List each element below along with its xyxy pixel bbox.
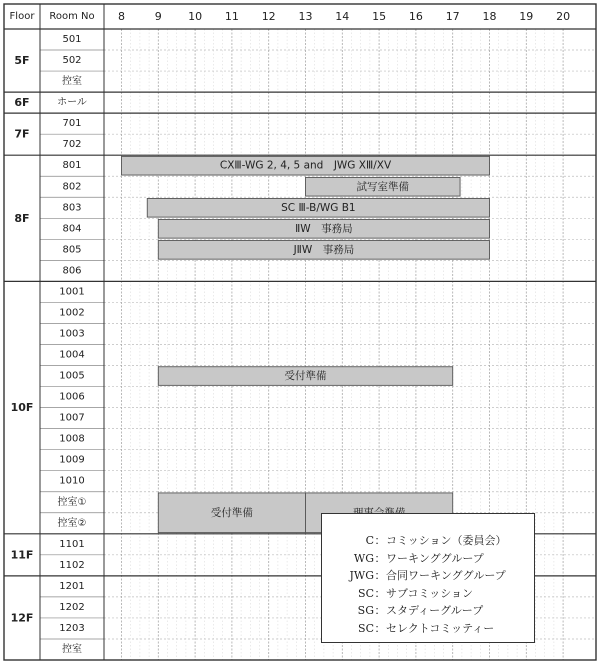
hour-header: 12 xyxy=(261,10,276,23)
legend-entry xyxy=(330,585,534,603)
legend-separator: ： xyxy=(374,569,386,582)
room-label: 702 xyxy=(62,139,82,151)
legend-abbreviation: WG xyxy=(353,551,374,565)
room-label: 控室① xyxy=(57,496,87,508)
room-label: 控室 xyxy=(62,643,82,655)
booking-label: 受付準備 xyxy=(284,370,327,383)
booking-label: SC Ⅲ-B/WG B1 xyxy=(281,201,356,214)
room-label: 1102 xyxy=(59,559,85,571)
room-label: 1004 xyxy=(59,349,85,361)
booking-label: JⅡW 事務局 xyxy=(293,243,355,256)
legend-meaning: サブコミッション xyxy=(386,586,474,600)
room-label: 1202 xyxy=(59,601,85,613)
legend-abbreviation: SC xyxy=(358,586,374,600)
room-label: 1007 xyxy=(59,412,85,424)
legend-entry xyxy=(330,602,534,620)
room-label: 701 xyxy=(62,118,82,130)
room-label: 1203 xyxy=(59,622,85,634)
booking-label: 試写室準備 xyxy=(356,180,410,193)
hour-header: 11 xyxy=(224,10,239,23)
room-label: 501 xyxy=(62,34,82,46)
legend-entry xyxy=(330,550,534,568)
floor-label: 12F xyxy=(10,611,34,625)
legend-meaning: スタディーグループ xyxy=(386,604,484,617)
room-label: 805 xyxy=(62,244,82,256)
room-label: 502 xyxy=(62,55,82,67)
room-label: 1101 xyxy=(59,538,85,550)
room-label: 1005 xyxy=(59,370,85,382)
floor-label: 6F xyxy=(14,96,30,110)
floor-column-header: Floor xyxy=(9,11,35,22)
room-label: 1001 xyxy=(59,286,85,298)
legend-separator: ： xyxy=(374,604,386,617)
legend-separator: ： xyxy=(374,534,386,547)
hour-header: 19 xyxy=(519,10,534,23)
floor-label: 11F xyxy=(10,548,34,562)
room-label: 803 xyxy=(62,202,82,214)
legend-separator: ： xyxy=(374,551,386,565)
room-label: 802 xyxy=(62,181,82,193)
legend-abbreviation: C xyxy=(365,534,374,547)
legend-abbreviation: SC xyxy=(358,621,374,635)
room-label: 806 xyxy=(62,265,82,277)
legend-entry xyxy=(330,620,534,638)
room-label: 1003 xyxy=(59,328,85,340)
hour-header: 15 xyxy=(372,10,387,23)
floor-label: 7F xyxy=(14,127,30,141)
room-label: ホール xyxy=(57,97,87,109)
room-label: 1008 xyxy=(59,433,85,445)
room-label: 控室 xyxy=(62,76,82,88)
booking-label: 受付準備 xyxy=(210,506,253,519)
hour-header: 20 xyxy=(556,10,571,23)
hour-header: 18 xyxy=(482,10,497,23)
room-label: 804 xyxy=(62,223,82,235)
legend-separator: ： xyxy=(374,586,386,600)
legend-separator: ： xyxy=(374,621,386,635)
legend-entry xyxy=(330,567,534,585)
legend-box xyxy=(321,513,535,643)
room-label: 控室② xyxy=(57,517,87,529)
legend-meaning: セレクトコミッティー xyxy=(386,621,495,635)
hour-header: 17 xyxy=(445,10,460,23)
legend-meaning: ワーキンググループ xyxy=(386,551,484,565)
floor-label: 8F xyxy=(14,211,30,225)
floor-label: 10F xyxy=(10,401,34,415)
hour-header: 13 xyxy=(298,10,313,23)
hour-header: 8 xyxy=(118,10,125,23)
room-column-header: Room No xyxy=(49,11,95,22)
legend-entry xyxy=(330,532,534,550)
legend-meaning: コミッション（委員会） xyxy=(386,534,507,547)
booking-label: CXⅢ-WG 2, 4, 5 and JWG XⅢ/XV xyxy=(219,159,392,172)
legend-meaning: 合同ワーキンググループ xyxy=(386,569,506,582)
room-label: 1010 xyxy=(59,475,85,487)
floor-label: 5F xyxy=(14,54,30,68)
legend-abbreviation: JWG xyxy=(349,569,374,582)
hour-header: 10 xyxy=(188,10,203,23)
hour-header: 9 xyxy=(154,10,162,23)
legend-abbreviation: SG xyxy=(357,604,374,617)
room-label: 1009 xyxy=(59,454,85,466)
hour-header: 16 xyxy=(408,10,423,23)
room-label: 801 xyxy=(62,160,82,172)
room-label: 1201 xyxy=(59,580,85,592)
room-label: 1006 xyxy=(59,391,85,403)
room-label: 1002 xyxy=(59,307,85,319)
booking-label: ⅡW 事務局 xyxy=(295,222,353,235)
hour-header: 14 xyxy=(335,10,350,23)
